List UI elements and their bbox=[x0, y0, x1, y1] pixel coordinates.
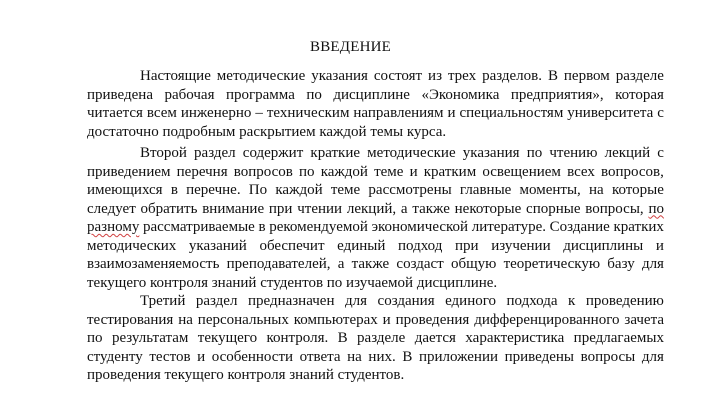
word: преподавателей, bbox=[226, 256, 331, 272]
word: разделов. bbox=[482, 68, 542, 84]
word: также bbox=[412, 200, 450, 217]
word: спорные bbox=[526, 200, 581, 217]
word: на bbox=[589, 182, 604, 198]
word: каждой bbox=[320, 163, 368, 180]
word: Второй bbox=[140, 145, 187, 161]
word: результатам bbox=[111, 330, 189, 346]
word: программа bbox=[225, 86, 295, 103]
word: Третий bbox=[140, 293, 186, 309]
word: текущего контроля знаний студентов по изучаемой дисциплине. bbox=[87, 274, 498, 291]
word: направлениям bbox=[353, 105, 444, 121]
word: в bbox=[170, 182, 178, 198]
word: рекомендуемой bbox=[269, 219, 368, 235]
word: Создание bbox=[549, 219, 610, 235]
word: тестирования bbox=[87, 311, 174, 328]
word: на bbox=[347, 348, 362, 365]
paragraph-1-line-3 bbox=[87, 105, 664, 122]
word: достаточно подробным раскрытием каждой темы курса. bbox=[87, 123, 447, 140]
word: чтении bbox=[297, 200, 343, 217]
word: главные bbox=[459, 182, 512, 198]
word: подхода bbox=[506, 293, 558, 309]
word: предназначен bbox=[247, 293, 335, 309]
word: раздел bbox=[195, 293, 238, 309]
word: которая bbox=[615, 86, 664, 103]
word: имеющихся bbox=[87, 182, 163, 198]
word: следует bbox=[87, 200, 136, 217]
word: зачета bbox=[624, 311, 664, 328]
word: специальностям bbox=[459, 105, 564, 121]
word: университета bbox=[567, 105, 654, 121]
word: них. bbox=[368, 348, 396, 365]
word: ответа bbox=[299, 348, 341, 365]
word: теме bbox=[330, 182, 361, 198]
paragraph-3-line-1 bbox=[140, 293, 664, 310]
paragraph-2-line-4 bbox=[87, 201, 664, 218]
word: создаст bbox=[396, 256, 444, 272]
word: и bbox=[197, 348, 206, 365]
word: студенту bbox=[87, 348, 143, 365]
paragraph-3-line-5 bbox=[87, 367, 664, 384]
word: всех bbox=[567, 163, 595, 180]
word: методических bbox=[87, 237, 177, 254]
word: создания bbox=[377, 293, 435, 309]
word: вопросов, bbox=[601, 163, 664, 180]
word: вопросы bbox=[580, 348, 636, 365]
word: и bbox=[447, 105, 456, 121]
paragraph-2-line-7 bbox=[87, 256, 664, 273]
word: единого bbox=[445, 293, 497, 309]
word: по bbox=[87, 330, 103, 346]
word: теоретическую bbox=[503, 256, 601, 272]
word: взаимозаменяемость bbox=[87, 256, 220, 272]
word: тестов bbox=[149, 348, 191, 365]
word: моменты, bbox=[519, 182, 581, 198]
word: В bbox=[547, 68, 558, 84]
word: приведены bbox=[504, 348, 575, 365]
word: компьютерах bbox=[293, 311, 378, 328]
word: методические bbox=[367, 145, 456, 161]
paragraph-2-line-3 bbox=[87, 182, 664, 199]
word: кратким bbox=[423, 163, 477, 180]
paragraph-3-line-3 bbox=[87, 330, 664, 347]
word: теме bbox=[374, 163, 404, 180]
word: перечня bbox=[176, 163, 228, 180]
word: дается bbox=[414, 330, 456, 346]
word: проведения текущего контроля знаний студентов. bbox=[87, 367, 405, 383]
word: обеспечит bbox=[259, 237, 325, 254]
word: чтению bbox=[549, 145, 598, 161]
paragraph-2-line-2 bbox=[87, 164, 664, 181]
paragraph-1-line-1 bbox=[140, 68, 664, 85]
word: изучении bbox=[491, 237, 551, 254]
word: перечне. bbox=[186, 182, 241, 198]
word: По bbox=[248, 182, 268, 198]
word: контроля. bbox=[266, 330, 329, 346]
word: каждой bbox=[275, 182, 323, 198]
paragraph-2-line-8 bbox=[87, 275, 664, 292]
word: внимание bbox=[202, 200, 265, 217]
word: подход bbox=[398, 237, 443, 254]
word: лекций bbox=[604, 145, 651, 161]
word: для bbox=[345, 293, 368, 309]
word: предприятия», bbox=[510, 86, 604, 103]
paragraph-2-line-1 bbox=[140, 145, 664, 162]
word: текущего bbox=[197, 330, 258, 346]
word: характеристика bbox=[465, 330, 565, 346]
word: экономической bbox=[371, 219, 469, 235]
word: вопросов bbox=[233, 163, 293, 180]
word: техническим bbox=[266, 105, 350, 121]
word: дисциплины bbox=[563, 237, 644, 254]
word: указаний bbox=[188, 237, 247, 254]
word: методические bbox=[216, 68, 306, 84]
word: разделе bbox=[357, 330, 406, 346]
word: единый bbox=[337, 237, 386, 254]
word: раздел bbox=[194, 145, 236, 161]
paragraph-2-line-5 bbox=[87, 219, 664, 236]
word: при bbox=[268, 200, 293, 217]
word: и bbox=[655, 237, 664, 254]
word: состоят bbox=[373, 68, 423, 84]
word: читается bbox=[87, 105, 143, 121]
word: в bbox=[258, 219, 266, 235]
word: персональных bbox=[197, 311, 289, 328]
word: содержит bbox=[242, 145, 304, 161]
word: разному bbox=[87, 219, 140, 235]
word: лекций, bbox=[346, 200, 397, 217]
word: при bbox=[455, 237, 479, 254]
word: Настоящие bbox=[140, 68, 211, 84]
paragraph-2-line-6 bbox=[87, 238, 664, 255]
word: с bbox=[657, 145, 664, 161]
word: базу bbox=[607, 256, 635, 272]
word: приведена bbox=[87, 86, 153, 103]
word: рабочая bbox=[164, 86, 215, 103]
word: рассматриваемые bbox=[142, 219, 255, 235]
word: вопросы, bbox=[585, 200, 644, 217]
word: разделе bbox=[615, 68, 664, 84]
word: указания bbox=[311, 68, 368, 84]
word: и bbox=[409, 163, 418, 180]
word: освещением bbox=[482, 163, 561, 180]
word: некоторые bbox=[454, 200, 522, 217]
word: первом bbox=[563, 68, 610, 84]
word: проведению bbox=[585, 293, 664, 309]
word: а bbox=[337, 256, 345, 272]
word: – bbox=[255, 105, 263, 121]
paragraph-1-line-4 bbox=[87, 124, 664, 141]
word: общую bbox=[450, 256, 497, 272]
word: а bbox=[400, 200, 408, 217]
word: «Экономика bbox=[421, 86, 500, 103]
word: рассмотрены bbox=[368, 182, 452, 198]
word: по bbox=[299, 163, 315, 180]
word: предлагаемых bbox=[573, 330, 664, 346]
word: из bbox=[428, 68, 442, 84]
word: В bbox=[402, 348, 413, 365]
word: и bbox=[382, 311, 391, 328]
word: всем bbox=[146, 105, 177, 121]
word: кратких bbox=[613, 219, 664, 235]
word: по bbox=[648, 200, 664, 217]
word: инженерно bbox=[180, 105, 252, 121]
word: на bbox=[178, 311, 193, 328]
word: дифференцированного bbox=[474, 311, 620, 328]
paragraph-3-line-2 bbox=[87, 312, 664, 329]
paragraph-3-line-4 bbox=[87, 349, 664, 366]
word: дисциплине bbox=[333, 86, 410, 103]
word: по bbox=[526, 145, 543, 161]
word: приложении bbox=[418, 348, 499, 365]
word: также bbox=[351, 256, 390, 272]
word: с bbox=[657, 105, 664, 121]
word: для bbox=[641, 256, 664, 272]
word: указания bbox=[462, 145, 520, 161]
word: проведения bbox=[395, 311, 470, 328]
paragraph-1-line-2 bbox=[87, 87, 664, 104]
word: литературе. bbox=[471, 219, 546, 235]
word: трех bbox=[447, 68, 477, 84]
word: В bbox=[337, 330, 348, 346]
word: которые bbox=[611, 182, 664, 198]
document-title: ВВЕДЕНИЕ bbox=[310, 39, 391, 55]
word: приведением bbox=[87, 163, 171, 180]
word: особенности bbox=[211, 348, 294, 365]
word: для bbox=[641, 348, 664, 365]
word: краткие bbox=[310, 145, 361, 161]
word: к bbox=[568, 293, 576, 309]
word: по bbox=[306, 86, 322, 103]
word: обратить bbox=[140, 200, 198, 217]
